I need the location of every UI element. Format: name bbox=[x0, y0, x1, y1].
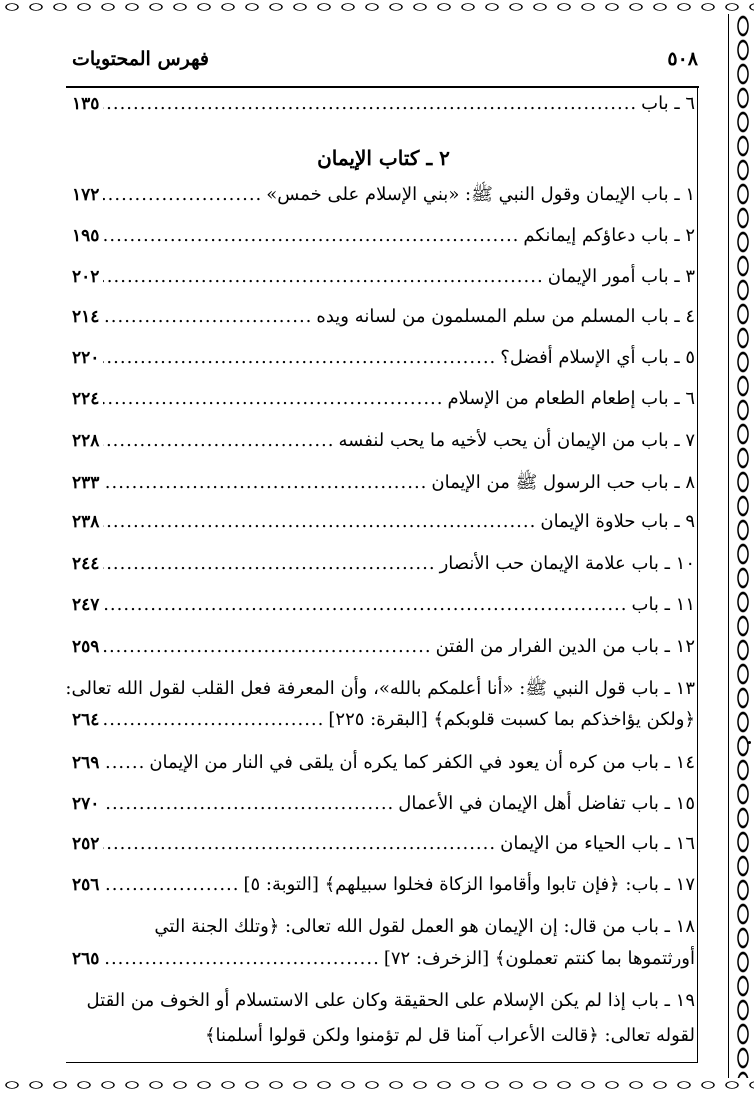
toc-entry bbox=[72, 430, 695, 460]
leader-dots bbox=[103, 752, 145, 773]
toc-entry-text: ٤ ـ باب المسلم من سلم المسلمون من لسانه ويده bbox=[316, 306, 695, 327]
running-title: فهرس المحتويات bbox=[72, 48, 209, 70]
leader-dots bbox=[103, 93, 637, 114]
toc-entry bbox=[72, 793, 695, 823]
toc-entry-text: ٣ ـ باب أمور الإيمان bbox=[547, 266, 695, 287]
toc-entry bbox=[72, 471, 695, 501]
toc-entry-text: ١ ـ باب الإيمان وقول النبي ﷺ: «بني الإسلام على خمس» bbox=[266, 184, 695, 205]
header-rule bbox=[66, 86, 699, 88]
toc-entry-page: ٢٢٤ bbox=[72, 389, 100, 409]
toc-entry-page: ٢٦٩ bbox=[72, 753, 100, 773]
toc-entry bbox=[72, 225, 695, 255]
toc-entry-page: ٢١٤ bbox=[72, 307, 100, 327]
toc-entry-text: أورثتموها بما كنتم تعملون﴾ [الزخرف: ٧٢] bbox=[383, 948, 695, 969]
toc-entry-text: ٢ ـ باب دعاؤكم إيمانكم bbox=[523, 225, 695, 246]
toc-entry-text: ١٥ ـ باب تفاضل أهل الإيمان في الأعمال bbox=[398, 793, 695, 814]
toc-entry-line: ١٩ ـ باب إذا لم يكن الإسلام على الحقيقة وكان على الاستسلام أو الخوف من القتل bbox=[86, 990, 695, 1011]
leader-dots bbox=[103, 874, 239, 895]
toc-entry-text: ٥ ـ باب أي الإسلام أفضل؟ bbox=[500, 347, 695, 368]
leader-dots bbox=[103, 793, 394, 814]
leader-dots bbox=[103, 306, 312, 327]
toc-entry-text: ٩ ـ باب حلاوة الإيمان bbox=[540, 511, 695, 532]
toc-entry-text: ٨ ـ باب حب الرسول ﷺ من الإيمان bbox=[431, 472, 695, 493]
leader-dots bbox=[103, 594, 627, 615]
toc-entry bbox=[72, 347, 695, 377]
toc-entry-page: ٢٥٩ bbox=[72, 637, 100, 657]
toc-entry bbox=[72, 553, 695, 583]
chapter-heading: ٢ ـ كتاب الإيمان bbox=[317, 146, 450, 170]
toc-entry bbox=[72, 833, 695, 863]
toc-entry-page: ٢٤٤ bbox=[72, 554, 100, 574]
toc-entry-page: ٢٦٤ bbox=[72, 710, 100, 730]
toc-entry-page: ٢٣٨ bbox=[72, 512, 100, 532]
toc-entry-line: ١٨ ـ باب من قال: إن الإيمان هو العمل لقول الله تعالى: ﴿وتلك الجنة التي bbox=[154, 916, 695, 937]
toc-entry bbox=[72, 183, 695, 213]
margin-mark bbox=[748, 741, 751, 744]
toc-entry-page: ٢٥٦ bbox=[72, 875, 100, 895]
ornamental-border-bottom bbox=[0, 1078, 754, 1092]
toc-entry bbox=[72, 266, 695, 296]
toc-entry-page: ٢٢٨ bbox=[72, 431, 100, 451]
leader-dots bbox=[103, 347, 496, 368]
leader-dots bbox=[103, 709, 324, 730]
toc-entry-page: ٢٤٧ bbox=[72, 595, 100, 615]
page-number: ٥٠٨ bbox=[667, 48, 698, 70]
toc-entry-page: ٢٦٥ bbox=[72, 949, 100, 969]
leader-dots bbox=[103, 184, 262, 205]
leader-dots bbox=[103, 472, 427, 493]
leader-dots bbox=[103, 636, 431, 657]
leader-dots bbox=[103, 511, 536, 532]
toc-entry bbox=[72, 752, 695, 782]
border-rule-right bbox=[728, 14, 729, 1078]
leader-dots bbox=[103, 225, 519, 246]
toc-entry bbox=[72, 511, 695, 541]
toc-entry-page: ١٧٢ bbox=[72, 185, 100, 205]
toc-entry-line: لقوله تعالى: ﴿قالت الأعراب آمنا قل لم تؤمنوا ولكن قولوا أسلمنا﴾ bbox=[204, 1025, 695, 1046]
toc-entry-page: ٢٠٢ bbox=[72, 267, 100, 287]
leader-dots bbox=[103, 388, 443, 409]
ornamental-border-right bbox=[734, 14, 752, 1078]
toc-entry-text: ٦ ـ باب bbox=[641, 93, 695, 114]
toc-entry-page: ٢٥٢ bbox=[72, 834, 100, 854]
toc-entry-page: ٢٧٠ bbox=[72, 794, 100, 814]
toc-entry-page: ١٣٥ bbox=[72, 94, 100, 114]
toc-entry-page: ١٩٥ bbox=[72, 226, 100, 246]
toc-entry bbox=[72, 93, 695, 123]
toc-entry-text: ١٦ ـ باب الحياء من الإيمان bbox=[500, 833, 695, 854]
toc-entry-text: ١٢ ـ باب من الدين الفرار من الفتن bbox=[435, 636, 695, 657]
toc-entry bbox=[72, 948, 695, 978]
toc-entry-page: ٢٣٣ bbox=[72, 473, 100, 493]
leader-dots bbox=[103, 266, 543, 287]
toc-entry-text: ٦ ـ باب إطعام الطعام من الإسلام bbox=[447, 388, 695, 409]
leader-dots bbox=[103, 553, 435, 574]
leader-dots bbox=[103, 833, 496, 854]
toc-entry bbox=[72, 636, 695, 666]
toc-entry bbox=[72, 594, 695, 624]
ornamental-border-top bbox=[0, 0, 754, 14]
toc-entry bbox=[72, 874, 695, 904]
toc-entry bbox=[72, 306, 695, 336]
leader-dots bbox=[103, 430, 334, 451]
toc-entry-text: ١١ ـ باب bbox=[631, 594, 695, 615]
toc-entry-text: ١٤ ـ باب من كره أن يعود في الكفر كما يكره أن يلقى في النار من الإيمان bbox=[149, 752, 695, 773]
leader-dots bbox=[103, 948, 379, 969]
toc-entry-text: ﴿ولكن يؤاخذكم بما كسبت قلوبكم﴾ [البقرة: ٢٢٥] bbox=[328, 709, 695, 730]
toc-entry-text: ١٧ ـ باب: ﴿فإن تابوا وأقاموا الزكاة فخلوا سبيلهم﴾ [التوبة: ٥] bbox=[243, 874, 695, 895]
toc-entry-line: ١٣ ـ باب قول النبي ﷺ: «أنا أعلمكم بالله»، وأن المعرفة فعل القلب لقول الله تعالى: bbox=[65, 678, 695, 699]
toc-entry bbox=[72, 388, 695, 418]
toc-entry-text: ١٠ ـ باب علامة الإيمان حب الأنصار bbox=[439, 553, 695, 574]
toc-entry-page: ٢٢٠ bbox=[72, 348, 100, 368]
toc-entry-text: ٧ ـ باب من الإيمان أن يحب لأخيه ما يحب لنفسه bbox=[338, 430, 695, 451]
toc-entry bbox=[72, 709, 695, 739]
